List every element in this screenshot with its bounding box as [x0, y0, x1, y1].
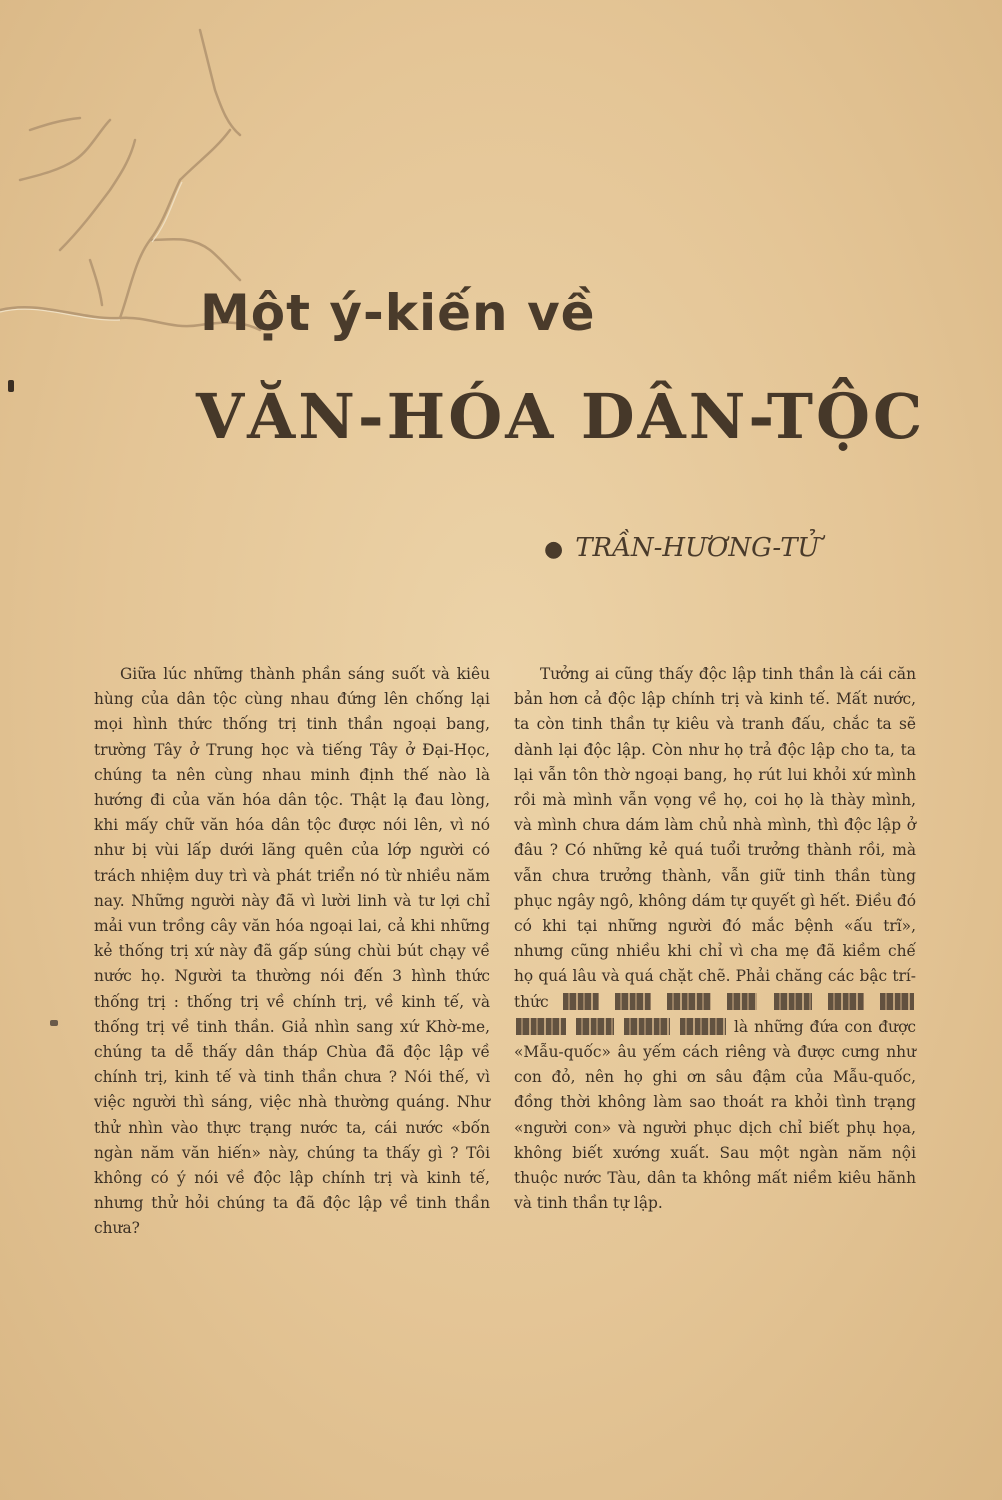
censored-text-block: [880, 993, 914, 1010]
bullet-icon: ●: [544, 537, 564, 562]
censored-text-block: [624, 1018, 670, 1035]
article-title-line-2: VĂN-HÓA DÂN-TỘC: [196, 380, 926, 453]
article-author: [544, 528, 924, 568]
body-column-right: [514, 662, 916, 1216]
censored-text-block: [828, 993, 864, 1010]
article-title-line-1: Một ý-kiến về: [200, 284, 596, 342]
censored-text-block: [774, 993, 812, 1010]
paper-mark: [50, 1020, 58, 1026]
censored-text-block: [563, 993, 599, 1010]
body-column-left: [94, 662, 490, 1242]
body-text: Tưởng ai cũng thấy độc lập tinh thần là cái căn bản hơn cả độc lập chính trị và kinh tế. Mất nước, ta còn tinh thần tự kiêu và tranh đấu, chắc ta sẽ dành lại độc lập. Còn như họ trả độc lập cho ta, ta lại vẫn tôn thờ ngoại bang, họ rút lui khỏi xứ mình rồi mà mình vẫn vọng về họ, coi họ là thày mình, và mình chưa dám làm chủ nhà mình, thì độc lập ở đâu ? Có những kẻ quá tuổi trưởng thành rồi, mà vẫn chưa trưởng thành, vẫn giữ tinh thần tùng phục ngây ngô, không dám tự quyết gì hết. Điều đó có khi tại những người đó mắc bệnh «ấu trĩ», nhưng cũng nhiều khi chỉ vì cha mẹ đã kiềm chế họ quá lâu và quá chặt chẽ. Phải chăng các bậc trí-thức: [514, 665, 916, 1011]
body-paragraph: [514, 662, 916, 1216]
censored-text-block: [680, 1018, 726, 1035]
body-text: là những đứa con được «Mẫu-quốc» âu yếm cách riêng và được cưng như con đỏ, nên họ ghi ơn sâu đậm của Mẫu-quốc, đồng thời không làm sao thoát ra khỏi tình trạng «người con» và người phục dịch chỉ biết phụ họa, không biết xướng xuất. Sau một ngàn năm nội thuộc nước Tàu, dân ta không mất niềm kiêu hãnh và tinh thần tự lập.: [514, 1017, 916, 1213]
censored-text-block: [667, 993, 711, 1010]
body-paragraph: Giữa lúc những thành phần sáng suốt và kiêu hùng của dân tộc cùng nhau đứng lên chống lại mọi hình thức thống trị tinh thần ngoại bang, trường Tây ở Trung học và tiếng Tây ở Đại-Học, chúng ta nên cùng nhau minh định thế nào là hướng đi của văn hóa dân tộc. Thật lạ đau lòng, khi mấy chữ văn hóa dân tộc được nói lên, vì nó như bị vùi lấp dưới lãng quên của lớp người có trách nhiệm duy trì và phát triển nó từ nhiều năm nay. Những người này đã vì lười linh và tư lợi chỉ mải vun trồng cây văn hóa ngoại lai, cả khi những kẻ thống trị xứ này đã gấp súng chùi bút chạy về nước họ. Người ta thường nói đến 3 hình thức thống trị : thống trị về chính trị, về kinh tế, và thống trị về tinh thần. Giả nhìn sang xứ Khờ-me, chúng ta dễ thấy dân tháp Chùa đã độc lập về chính trị, kinh tế và tinh thần chưa ? Nói thế, vì việc người thì sáng, việc nhà thường quáng. Như thử nhìn vào thực trạng nước ta, cái nước «bốn ngàn năm văn hiến» này, chúng ta thấy gì ? Tôi không có ý nói về độc lập chính trị và kinh tế, nhưng thử hỏi chúng ta đã độc lập về tinh thần chưa?: [94, 665, 490, 1238]
author-name: TRẦN-HƯƠNG-TỬ: [575, 533, 820, 563]
paper-mark: [8, 380, 14, 392]
censored-text-block: [576, 1018, 614, 1035]
censored-text-block: [615, 993, 651, 1010]
censored-text-block: [516, 1018, 566, 1035]
censored-text-block: [727, 993, 757, 1010]
